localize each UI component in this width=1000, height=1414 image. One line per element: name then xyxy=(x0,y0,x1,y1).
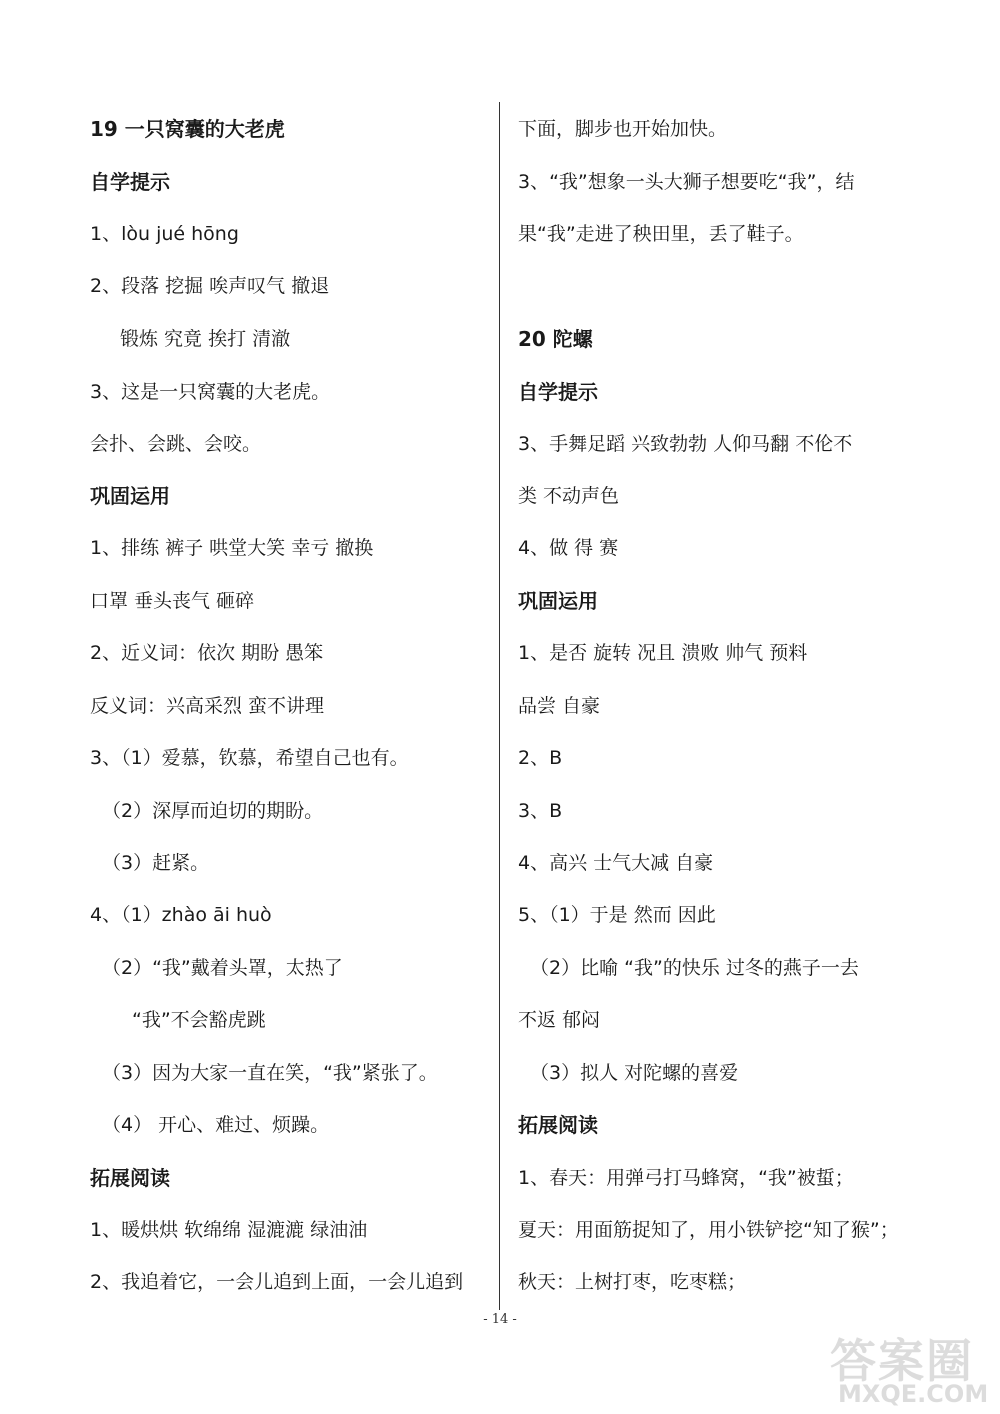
answer-line: 会扑、会跳、会咬。 xyxy=(90,433,262,455)
answer-line: 3、“我”想象一头大狮子想要吃“我”，结 xyxy=(518,171,855,193)
answer-line: 不返 郁闷 xyxy=(518,1009,601,1031)
answer-line: 夏天：用面筋捉知了，用小铁铲挖“知了猴”； xyxy=(518,1219,899,1241)
answer-line: 3、手舞足蹈 兴致勃勃 人仰马翻 不伦不 xyxy=(518,433,853,455)
consolidate-heading: 巩固运用 xyxy=(90,484,170,508)
extended-heading: 拓展阅读 xyxy=(90,1166,170,1190)
answer-line: 4、（1）zhào āi huò xyxy=(90,904,272,926)
answer-line: 3、（1）爱慕，钦慕，希望自己也有。 xyxy=(90,747,409,769)
section-title-19: 19 一只窝囊的大老虎 xyxy=(90,117,285,141)
answer-line: （3）赶紧。 xyxy=(102,852,210,874)
answer-line: 反义词：兴高采烈 蛮不讲理 xyxy=(90,695,325,717)
answer-line: （3）因为大家一直在笑，“我”紧张了。 xyxy=(102,1062,438,1084)
self-study-heading: 自学提示 xyxy=(518,380,598,404)
answer-line: 2、我追着它，一会儿追到上面，一会儿追到 xyxy=(90,1271,464,1293)
answer-line: 1、排练 裤子 哄堂大笑 幸亏 撤换 xyxy=(90,537,374,559)
consolidate-heading: 巩固运用 xyxy=(518,589,598,613)
answer-line: 2、近义词：依次 期盼 愚笨 xyxy=(90,642,324,664)
answer-line: 果“我”走进了秧田里，丢了鞋子。 xyxy=(518,223,804,245)
answer-line: 类 不动声色 xyxy=(518,485,620,507)
answer-line: 3、B xyxy=(518,800,563,822)
answer-line: 口罩 垂头丧气 砸碎 xyxy=(90,590,255,612)
answer-line: 5、（1）于是 然而 因此 xyxy=(518,904,716,926)
page-number: - 14 - xyxy=(483,1312,517,1327)
watermark-logo xyxy=(830,1325,995,1410)
answer-line: 1、是否 旋转 况且 溃败 帅气 预料 xyxy=(518,642,808,664)
column-divider xyxy=(499,102,500,1310)
watermark-site: MXQE.COM xyxy=(838,1380,989,1408)
answer-line: 3、这是一只窝囊的大老虎。 xyxy=(90,381,331,403)
answer-line: 4、高兴 士气大减 自豪 xyxy=(518,852,714,874)
section-title-20: 20 陀螺 xyxy=(518,327,593,351)
answer-line: 1、lòu jué hōng xyxy=(90,223,239,245)
answer-line: 锻炼 究竟 挨打 清澈 xyxy=(120,328,291,350)
answer-line: （2）“我”戴着头罩，太热了 xyxy=(102,957,343,979)
answer-line: （2）深厚而迫切的期盼。 xyxy=(102,800,324,822)
self-study-heading: 自学提示 xyxy=(90,170,170,194)
answer-line: 秋天：上树打枣，吃枣糕； xyxy=(518,1271,747,1293)
watermark-mark: 答案圈 xyxy=(830,1334,974,1388)
answer-line: 1、春天：用弹弓打马蜂窝，“我”被蜇； xyxy=(518,1167,854,1189)
answer-line: 品尝 自豪 xyxy=(518,695,601,717)
answer-line: “我”不会豁虎跳 xyxy=(132,1009,266,1031)
answer-line: 4、做 得 赛 xyxy=(518,537,619,559)
answer-line: （4） 开心、难过、烦躁。 xyxy=(102,1114,330,1136)
answer-line: 2、B xyxy=(518,747,563,769)
answer-line: （2）比喻 “我”的快乐 过冬的燕子一去 xyxy=(530,957,859,979)
answer-line: 2、段落 挖掘 唉声叹气 撤退 xyxy=(90,275,330,297)
answer-line: 1、暖烘烘 软绵绵 湿漉漉 绿油油 xyxy=(90,1219,368,1241)
answer-line: 下面，脚步也开始加快。 xyxy=(518,118,728,140)
extended-heading: 拓展阅读 xyxy=(518,1113,598,1137)
answer-line: （3）拟人 对陀螺的喜爱 xyxy=(530,1062,739,1084)
